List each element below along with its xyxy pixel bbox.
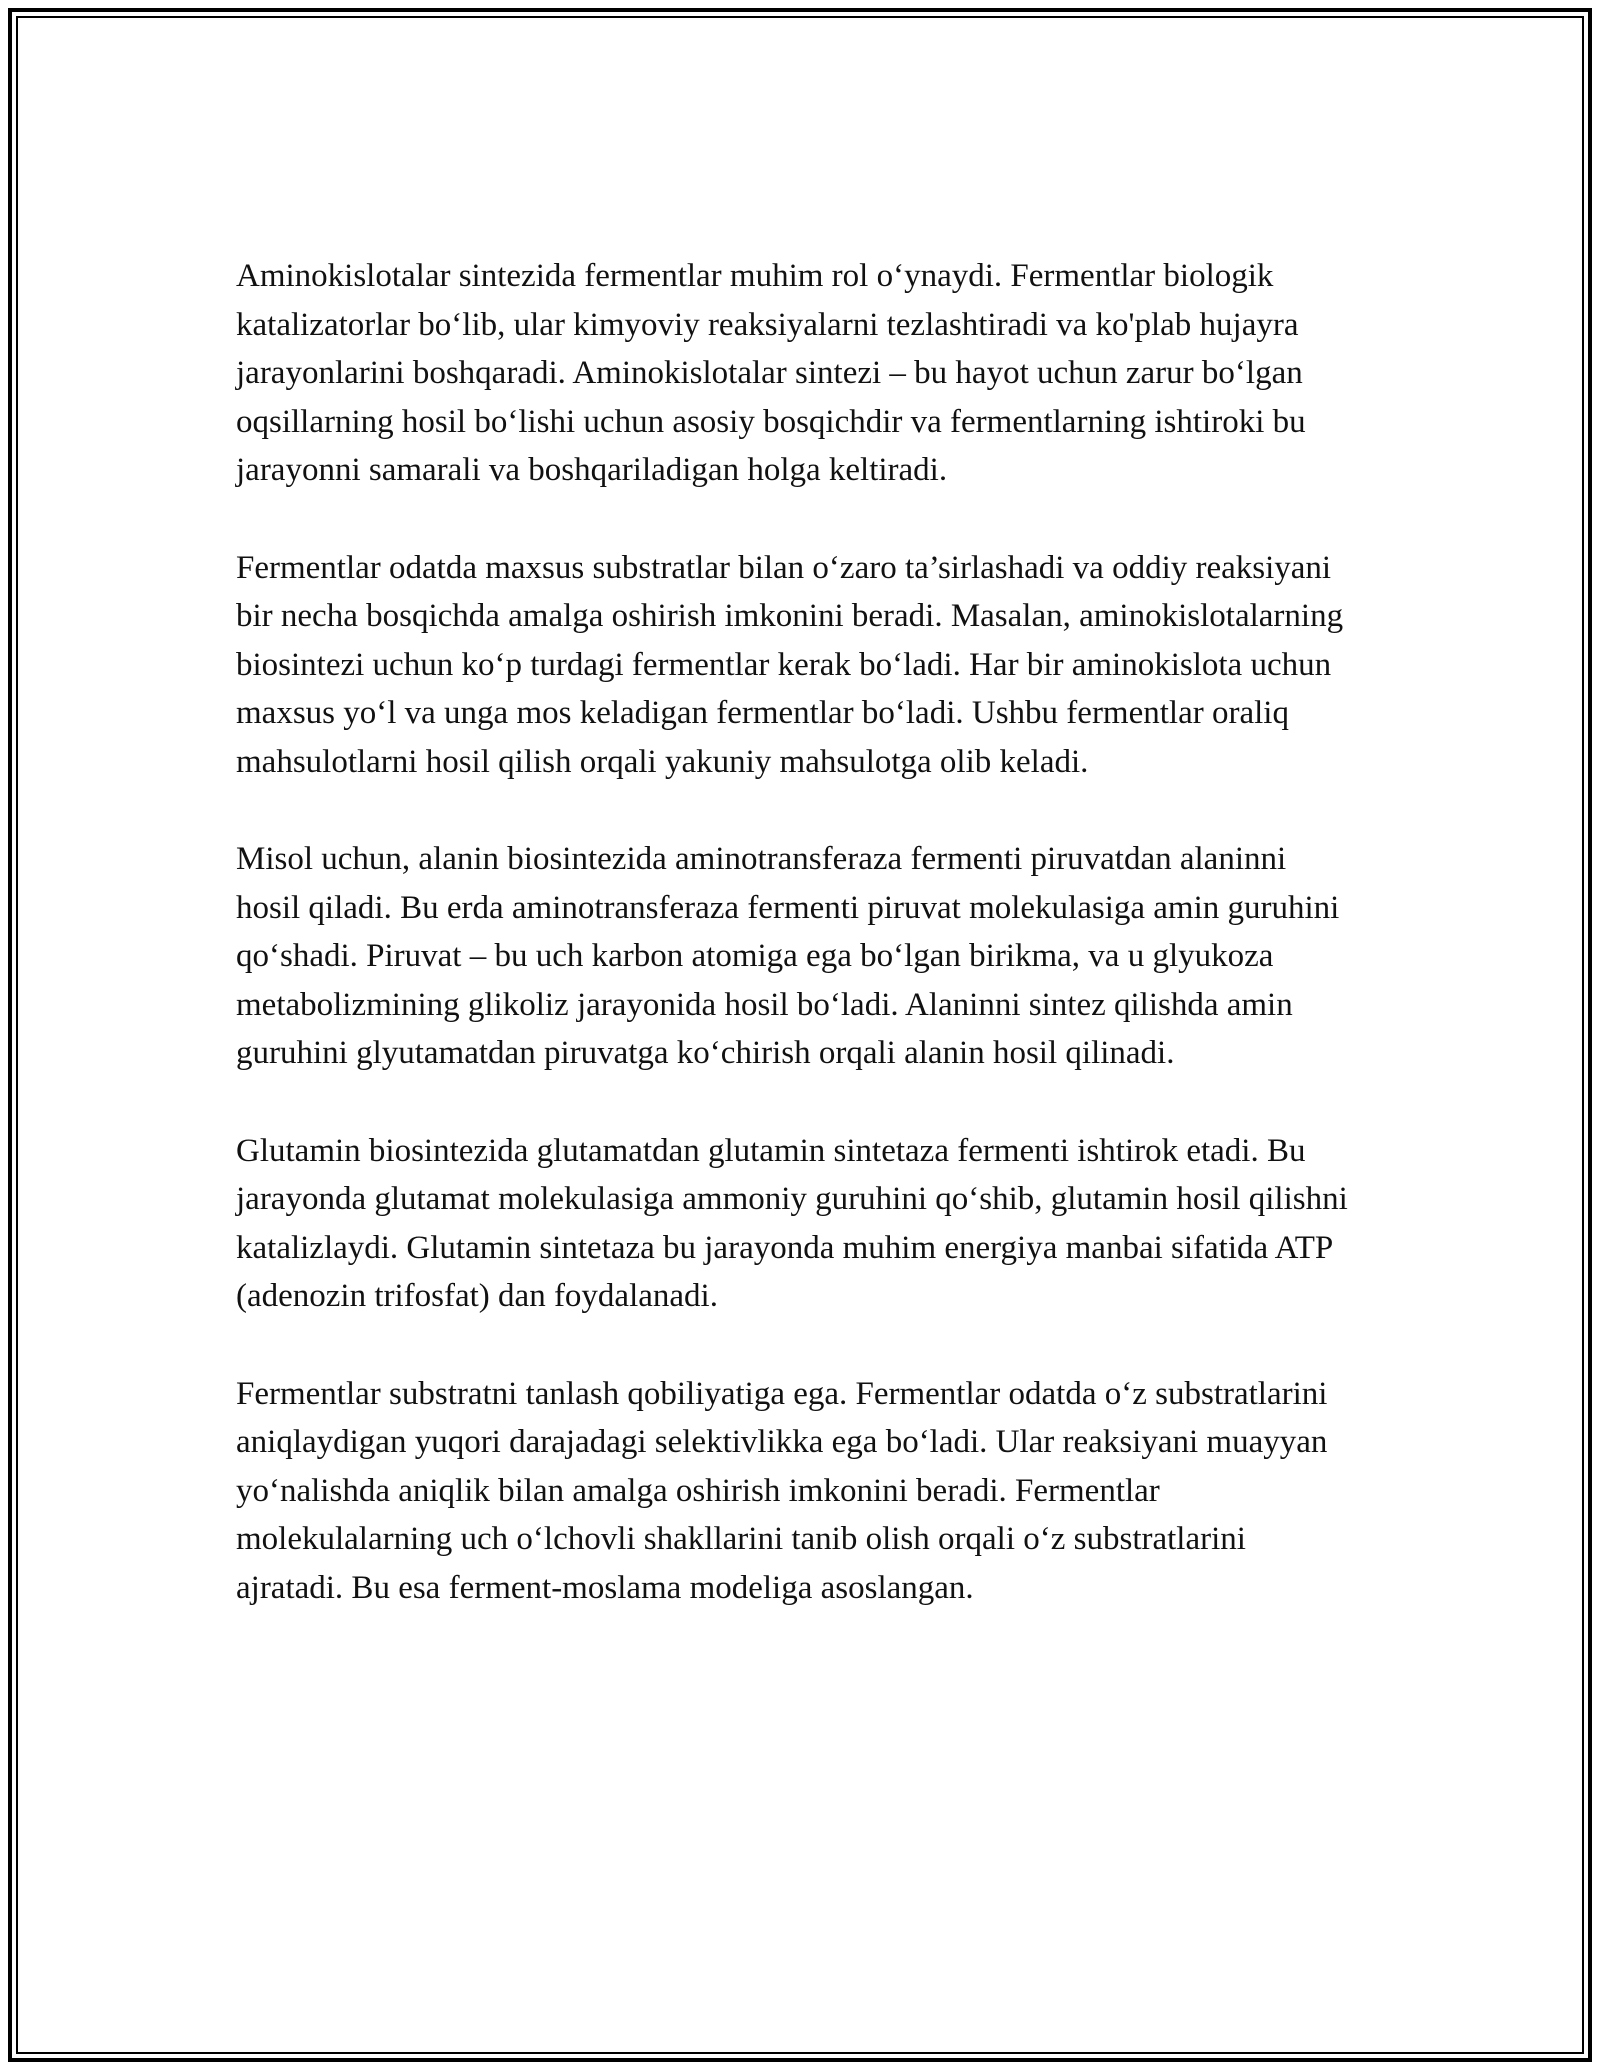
paragraph-2: Fermentlar odatda maxsus substratlar bilan o‘zaro ta’sirlashadi va oddiy reaksiyani bir necha bosqichda amalga oshirish imkonini beradi. Masalan, aminokislotalarning biosintezi uchun ko‘p turdagi fermentlar kerak bo‘ladi. Har bir aminokislota uchun maxsus yo‘l va unga mos keladigan fermentlar bo‘ladi. Ushbu fermentlar oraliq mahsulotlarni hosil qilish orqali yakuniy mahsulotga olib keladi. — [236, 549, 1344, 780]
paragraph-3: Misol uchun, alanin biosintezida aminotransferaza fermenti piruvatdan alaninni hosil qiladi. Bu erda aminotransferaza fermenti piruvat molekulasiga amin guruhini qo‘shadi. Piruvat – bu uch karbon atomiga ega bo‘lgan birikma, va u glyukoza metabolizmining glikoliz jarayonida hosil bo‘ladi. Alaninni sintez qilishda amin guruhini glyutamatdan piruvatga ko‘chirish orqali alanin hosil qilinadi. — [236, 841, 1340, 1071]
document-body — [236, 252, 1356, 1661]
paragraph-4: Glutamin biosintezida glutamatdan glutamin sintetaza fermenti ishtirok etadi. Bu jarayonda glutamat molekulasiga ammoniy guruhini qo‘shib, glutamin hosil qilishni katalizlaydi. Glutamin sintetaza bu jarayonda muhim energiya manbai sifatida ATP (adenozin trifosfat) dan foydalanadi. — [236, 1132, 1348, 1314]
paragraph-1: Aminokislotalar sintezida fermentlar muhim rol o‘ynaydi. Fermentlar biologik katalizatorlar bo‘lib, ular kimyoviy reaksiyalarni tezlashtiradi va ko'plab hujayra jarayonlarini boshqaradi. Aminokislotalar sintezi – bu hayot uchun zarur bo‘lgan oqsillarning hosil bo‘lishi uchun asosiy bosqichdir va fermentlarning ishtiroki bu jarayonni samarali va boshqariladigan holga keltiradi. — [236, 258, 1306, 488]
paragraph-5: Fermentlar substratni tanlash qobiliyatiga ega. Fermentlar odatda o‘z substratlarini aniqlaydigan yuqori darajadagi selektivlikka ega bo‘ladi. Ular reaksiyani muayyan yo‘nalishda aniqlik bilan amalga oshirish imkonini beradi. Fermentlar molekulalarning uch o‘lchovli shakllarini tanib olish orqali o‘z substratlarini ajratadi. Bu esa ferment-moslama modeliga asoslangan. — [236, 1375, 1328, 1606]
